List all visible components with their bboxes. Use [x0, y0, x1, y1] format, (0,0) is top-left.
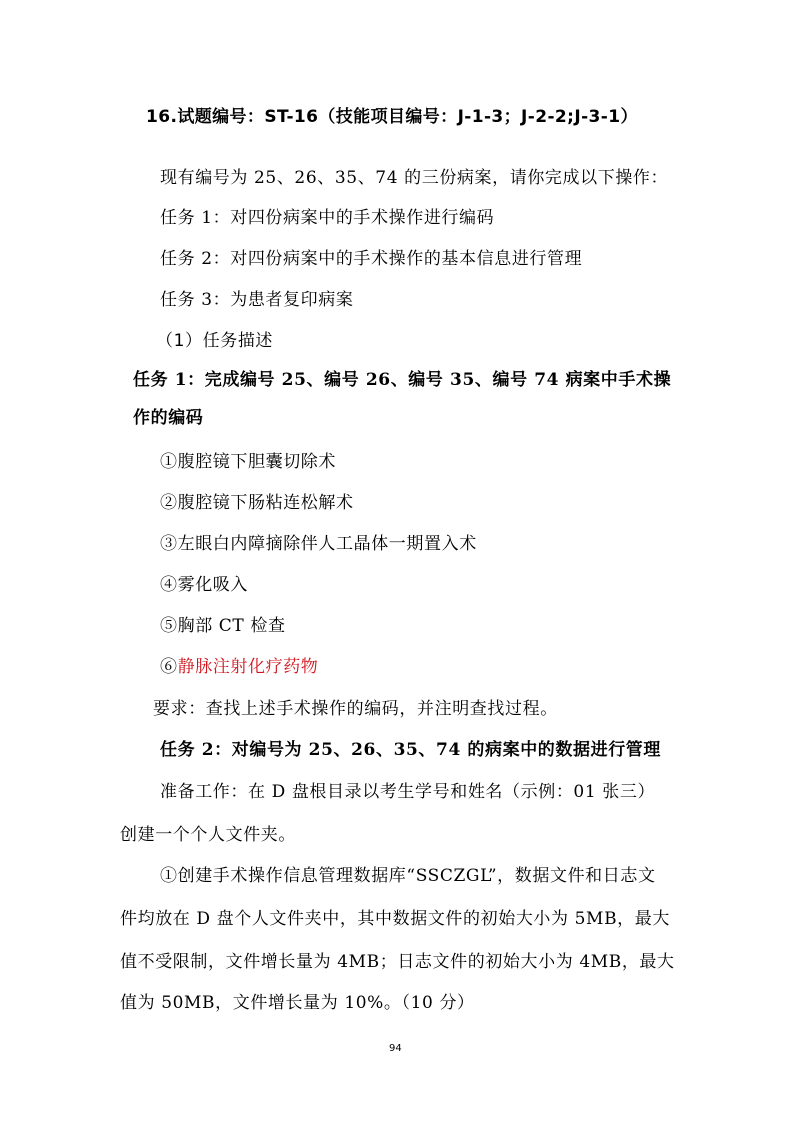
task1-heading-line2: 作的编码 — [133, 408, 204, 428]
prep-text-line1: 准备工作：在 D 盘根目录以考生学号和姓名（示例：01 张三） — [160, 782, 656, 802]
db-paragraph-line: 值不受限制，文件增长量为 4MB；日志文件的初始大小为 4MB，最大 — [120, 952, 675, 972]
procedure-item: ⑤胸部 CT 检查 — [160, 616, 286, 636]
prep-text-line2: 创建一个个人文件夹。 — [120, 825, 296, 845]
procedure-item: ④雾化吸入 — [160, 575, 248, 595]
section-heading: （1）任务描述 — [156, 331, 274, 351]
db-paragraph-line: 值为 50MB，文件增长量为 10%。（10 分） — [120, 993, 475, 1013]
question-title: 16.试题编号：ST-16（技能项目编号：J-1-3；J-2-2;J-3-1） — [146, 107, 638, 127]
requirement-text: 要求：查找上述手术操作的编码，并注明查找过程。 — [153, 699, 558, 719]
procedure-item: ③左眼白内障摘除伴人工晶体一期置入术 — [160, 534, 477, 554]
procedure-item-red — [160, 656, 318, 678]
procedure-item: ①腹腔镜下胆囊切除术 — [160, 452, 336, 472]
db-paragraph-line: 件均放在 D 盘个人文件夹中，其中数据文件的初始大小为 5MB，最大 — [120, 909, 670, 929]
task1-heading-line1: 任务 1：完成编号 25、编号 26、编号 35、编号 74 病案中手术操 — [133, 370, 672, 390]
page-number: 94 — [389, 1043, 402, 1054]
db-paragraph-line: ①创建手术操作信息管理数据库“SSCZGL”，数据文件和日志文 — [160, 866, 656, 886]
task-list-item: 任务 1：对四份病案中的手术操作进行编码 — [160, 208, 495, 228]
procedure-number: ⑥ — [160, 657, 178, 677]
task-list-item: 任务 2：对四份病案中的手术操作的基本信息进行管理 — [160, 249, 583, 269]
intro-text: 现有编号为 25、26、35、74 的三份病案，请你完成以下操作： — [160, 168, 669, 188]
task2-heading: 任务 2：对编号为 25、26、35、74 的病案中的数据进行管理 — [160, 740, 662, 760]
procedure-highlighted-text: 静脉注射化疗药物 — [177, 657, 319, 677]
procedure-item: ②腹腔镜下肠粘连松解术 — [160, 493, 354, 513]
task-list-item: 任务 3：为患者复印病案 — [160, 290, 354, 310]
